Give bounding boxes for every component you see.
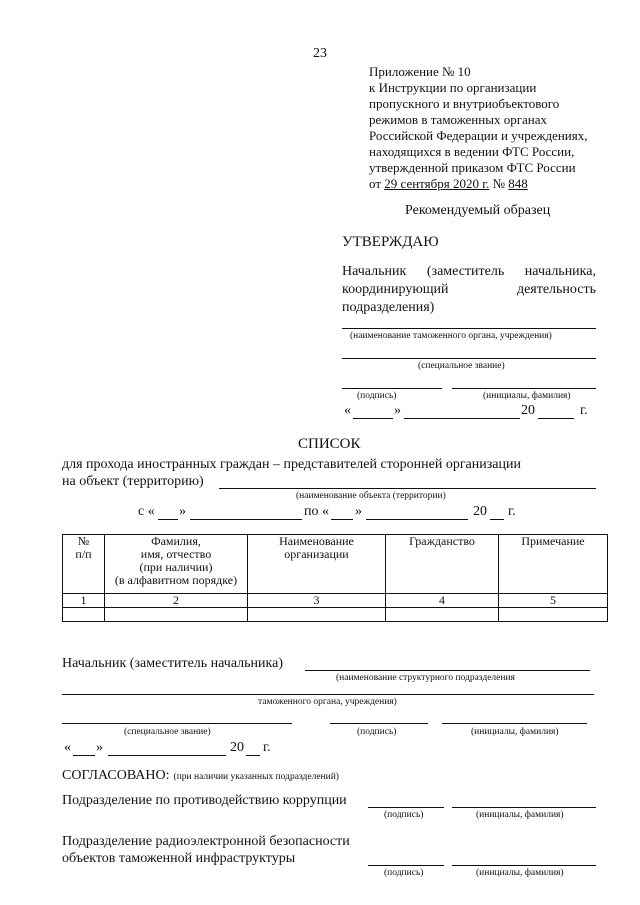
footer-date-close: » — [96, 740, 103, 755]
radio-security-line1: Подразделение радиоэлектронной безопасности — [62, 834, 350, 849]
period-day2-line — [331, 519, 353, 520]
period-year-line — [490, 519, 504, 520]
word: деятельность — [516, 282, 596, 297]
caption-signature-footer: (подпись) — [357, 727, 397, 737]
appendix-line: утвержденной приказом ФТС России — [369, 160, 576, 175]
month-line — [404, 418, 520, 419]
recommended-sample: Рекомендуемый образец — [405, 203, 551, 218]
header-organization — [248, 535, 386, 594]
agreed-label: СОГЛАСОВАНО: — [62, 768, 170, 783]
anticorruption-initials-line — [452, 807, 596, 808]
table-cell[interactable] — [248, 608, 386, 622]
caption-initials-anticorruption: (инициалы, фамилия) — [476, 810, 564, 820]
signature-line — [342, 388, 442, 389]
rank-line — [342, 358, 596, 359]
period-month2-line — [366, 519, 468, 520]
appendix-line: находящихся в ведении ФТС России, — [369, 144, 575, 159]
radio-security-line2: объектов таможенной инфраструктуры — [62, 851, 296, 866]
caption-initials-footer: (инициалы, фамилия) — [471, 727, 559, 737]
caption-initials: (инициалы, фамилия) — [483, 391, 571, 401]
day-line — [353, 418, 393, 419]
period-from: с « — [138, 504, 155, 519]
approve-head-line2 — [342, 282, 596, 298]
header-number — [63, 535, 105, 594]
approve-head-line3: подразделения) — [342, 300, 435, 315]
customs-line — [62, 694, 594, 695]
appendix-line — [369, 176, 528, 192]
order-number: 848 — [508, 176, 528, 191]
header-note — [499, 535, 608, 594]
header-line: имя, отчество — [140, 547, 212, 561]
period-to: по « — [304, 504, 329, 519]
visitors-table — [62, 534, 608, 622]
anticorruption-signature-line — [368, 807, 444, 808]
appendix-line: к Инструкции по организации — [369, 80, 537, 95]
radio-initials-line — [452, 865, 596, 866]
table-cell[interactable] — [63, 608, 105, 622]
caption-object: (наименование объекта (территории) — [296, 491, 446, 501]
header-line: (в алфавитном порядке) — [114, 573, 238, 587]
table-cell[interactable] — [386, 608, 499, 622]
appendix-line: пропускного и внутриобъектового — [369, 96, 560, 111]
caption-org: (наименование таможенного органа, учреждения) — [350, 331, 552, 341]
caption-signature: (подпись) — [357, 391, 397, 401]
word: начальника, — [524, 264, 596, 279]
header-line: № — [77, 534, 90, 548]
period-suffix: г. — [508, 504, 516, 519]
period-year: 20 — [473, 504, 487, 519]
approve-title: УТВЕРЖДАЮ — [342, 234, 439, 250]
table-row — [63, 608, 608, 622]
struct-line — [305, 670, 590, 671]
table-cell: 4 — [386, 594, 499, 608]
period-month1-line — [190, 519, 302, 520]
period-day1-line — [158, 519, 178, 520]
chief-label: Начальник (заместитель начальника) — [62, 656, 283, 671]
footer-year-line — [246, 755, 260, 756]
header-line: Фамилия, — [151, 534, 201, 548]
anticorruption-label: Подразделение по противодействию коррупции — [62, 793, 347, 808]
caption-struct: (наименование структурного подразделения — [336, 673, 515, 683]
caption-signature-radio: (подпись) — [384, 868, 424, 878]
agreed-block — [62, 766, 339, 784]
approve-date-close: » — [394, 403, 401, 418]
period-close1: » — [179, 504, 186, 519]
word: Начальник — [342, 264, 407, 279]
radio-signature-line — [368, 865, 444, 866]
order-prefix: от — [369, 176, 385, 191]
header-line: п/п — [75, 547, 92, 561]
caption-rank-footer: (специальное звание) — [124, 727, 211, 737]
word: (заместитель — [426, 264, 505, 279]
table-cell: 2 — [105, 594, 248, 608]
caption-signature-anticorruption: (подпись) — [384, 810, 424, 820]
header-line: (при наличии) — [139, 560, 213, 574]
approve-date-open: « — [344, 403, 351, 418]
footer-month-line — [108, 755, 226, 756]
table-cell: 5 — [499, 594, 608, 608]
footer-rank-line — [62, 723, 292, 724]
header-line: Гражданство — [409, 534, 475, 548]
period-close2: » — [355, 504, 362, 519]
approve-date-year: 20 — [521, 403, 535, 418]
appendix-line: Российской Федерации и учреждениях, — [369, 128, 588, 143]
org-line — [342, 328, 596, 329]
order-date: 29 сентября 2020 г. — [384, 176, 490, 191]
footer-date-open: « — [64, 740, 71, 755]
table-cell[interactable] — [499, 608, 608, 622]
list-subtitle-line2: на объект (территорию) — [62, 474, 204, 489]
footer-date-year: 20 — [230, 740, 244, 755]
appendix-line: Приложение № 10 — [369, 64, 471, 79]
order-sep: № — [489, 176, 509, 191]
header-line: Наименование — [279, 534, 354, 548]
caption-rank: (специальное звание) — [418, 361, 505, 371]
header-line: Примечание — [521, 534, 585, 548]
list-subtitle-line1: для прохода иностранных граждан – представителей сторонней организации — [62, 457, 521, 472]
table-number-row — [63, 594, 608, 608]
caption-initials-radio: (инициалы, фамилия) — [476, 868, 564, 878]
object-line — [219, 488, 596, 489]
footer-day-line — [73, 755, 95, 756]
header-name — [105, 535, 248, 594]
header-citizenship — [386, 535, 499, 594]
page-number: 23 — [313, 46, 327, 61]
initials-line — [452, 388, 596, 389]
approve-date-suffix: г. — [580, 403, 588, 418]
table-cell[interactable] — [105, 608, 248, 622]
footer-signature-line — [330, 723, 428, 724]
footer-date-suffix: г. — [263, 740, 271, 755]
footer-initials-line — [442, 723, 587, 724]
appendix-line: режимов в таможенных органах — [369, 112, 548, 127]
header-line: организации — [284, 547, 349, 561]
word: координирующий — [342, 282, 449, 297]
table-cell: 3 — [248, 594, 386, 608]
year-line — [538, 418, 574, 419]
table-header-row — [63, 535, 608, 594]
table-cell: 1 — [63, 594, 105, 608]
caption-customs: таможенного органа, учреждения) — [258, 697, 397, 707]
list-title: СПИСОК — [298, 436, 361, 452]
agreed-note: (при наличии указанных подразделений) — [173, 772, 339, 782]
approve-head-line1 — [342, 264, 596, 280]
